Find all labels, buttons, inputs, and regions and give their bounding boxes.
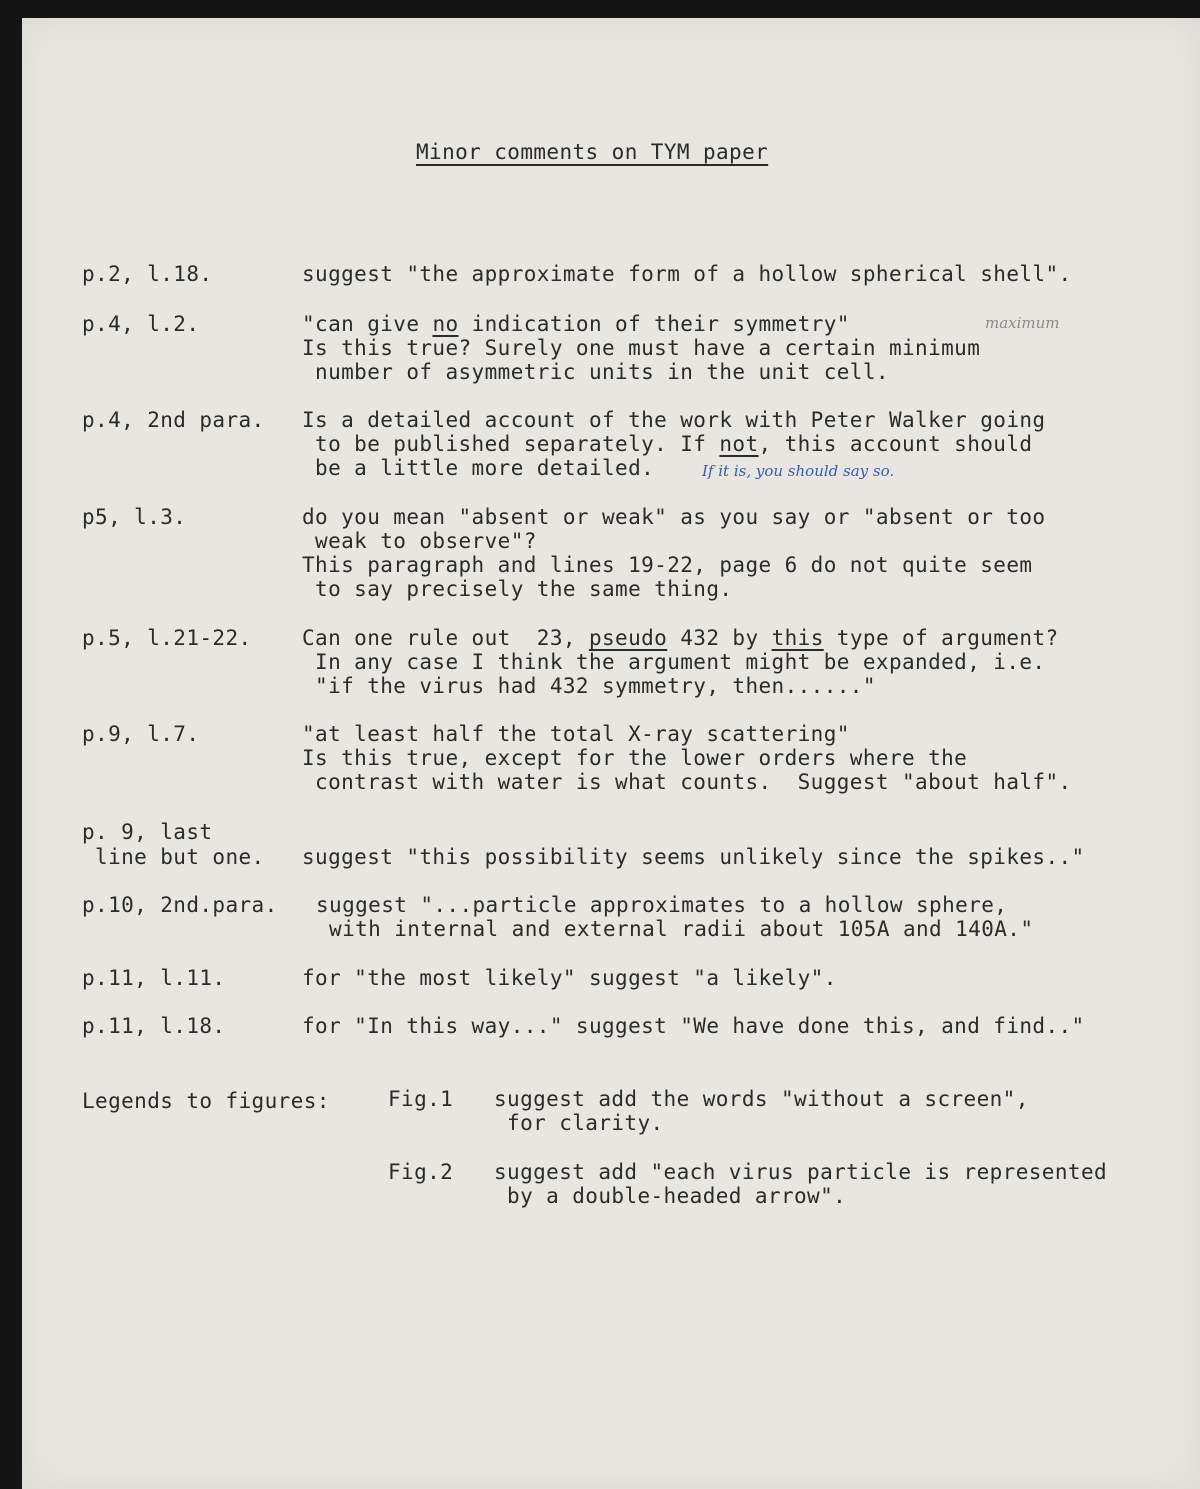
handwritten-inline-note: If it is, you should say so. [702, 462, 895, 480]
comment-p4-para-line2: to be published separately. If not, this account should [302, 432, 1033, 456]
ref-p5-l3: p5, l.3. [82, 505, 187, 529]
ref-p4-l2: p.4, l.2. [82, 312, 200, 336]
ref-p4-para: p.4, 2nd para. [82, 408, 265, 432]
fig2-line1: suggest add "each virus particle is represented [494, 1160, 1108, 1184]
comment-p5-l3-line2: weak to observe"? [302, 529, 537, 553]
comment-p10-line1: suggest "...particle approximates to a hollow sphere, [316, 893, 1008, 917]
ref-p9-last: p. 9, last [82, 820, 213, 844]
comment-p4-para-line1: Is a detailed account of the work with Peter Walker going [302, 408, 1046, 432]
ref-p11-l11: p.11, l.11. [82, 966, 226, 990]
fig1-line1: suggest add the words "without a screen", [494, 1087, 1029, 1111]
fig1-ref: Fig.1 [388, 1087, 454, 1111]
comment-p4-l2-line2: Is this true? Surely one must have a certain minimum [302, 336, 981, 360]
comment-p9-last: suggest "this possibility seems unlikely since the spikes.." [302, 845, 1085, 869]
legends-label: Legends to figures: [82, 1089, 330, 1113]
comment-p5-l21-line1: Can one rule out 23, pseudo 432 by this type of argument? [302, 626, 1059, 650]
comment-p2: suggest "the approximate form of a hollow spherical shell". [302, 262, 1072, 286]
fig2-ref: Fig.2 [388, 1160, 454, 1184]
ref-p5-l21: p.5, l.21-22. [82, 626, 252, 650]
comment-p5-l3-line4: to say precisely the same thing. [302, 577, 733, 601]
comment-p5-l21-line2: In any case I think the argument might be expanded, i.e. [302, 650, 1046, 674]
comment-p11-l18: for "In this way..." suggest "We have done this, and find.." [302, 1014, 1085, 1038]
comment-p11-l11: for "the most likely" suggest "a likely". [302, 966, 837, 990]
ref-p9-l7: p.9, l.7. [82, 722, 200, 746]
ref-p2: p.2, l.18. [82, 262, 213, 286]
comment-p5-l21-line3: "if the virus had 432 symmetry, then......" [302, 674, 876, 698]
comment-p9-l7-line2: Is this true, except for the lower orders where the [302, 746, 968, 770]
ref-p10: p.10, 2nd.para. [82, 893, 278, 917]
handwritten-margin-note: maximum [985, 314, 1060, 332]
comment-p4-para-line3: be a little more detailed. [302, 456, 655, 480]
ref-p9-last-2: line but one. [82, 845, 265, 869]
ref-p11-l18: p.11, l.18. [82, 1014, 226, 1038]
comment-p5-l3-line3: This paragraph and lines 19-22, page 6 do not quite seem [302, 553, 1033, 577]
comment-p10-line2: with internal and external radii about 105A and 140A." [316, 917, 1034, 941]
fig2-line2: by a double-headed arrow". [494, 1184, 847, 1208]
comment-p5-l3-line1: do you mean "absent or weak" as you say or "absent or too [302, 505, 1046, 529]
fig1-line2: for clarity. [494, 1111, 664, 1135]
page-title: Minor comments on TYM paper [416, 140, 769, 164]
comment-p4-l2-line3: number of asymmetric units in the unit cell. [302, 360, 889, 384]
comment-p4-l2-line1: "can give no indication of their symmetry" [302, 312, 850, 336]
comment-p9-l7-line1: "at least half the total X-ray scattering" [302, 722, 850, 746]
comment-p9-l7-line3: contrast with water is what counts. Suggest "about half". [302, 770, 1072, 794]
